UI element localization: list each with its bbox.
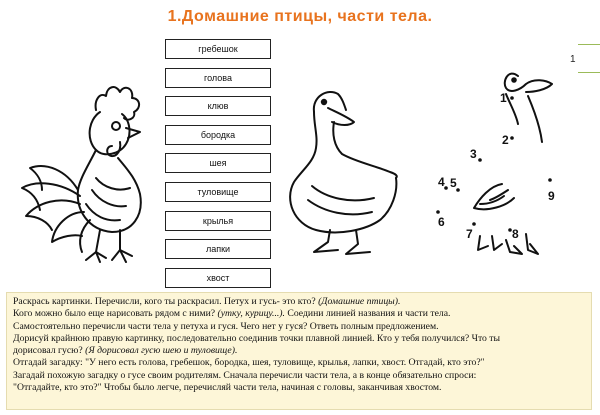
dot-label-2: 2 [502,133,509,147]
label-body[interactable]: туловище [165,182,271,202]
instruction-line-2: Кого можно было еще нарисовать рядом с ними? (утку, курицу...). Соедини линией названия и части тела. [13,308,451,320]
dot-to-dot-goose [430,54,575,274]
page-number: 1 [570,54,576,65]
instruction-line-4: Дорисуй крайнюю правую картинку, последовательно соединив точки плавной линией. Кто у тебя получился? Что ты [13,332,501,344]
dot-label-3: 3 [470,147,477,161]
dot-label-5: 5 [450,176,457,190]
page-number-rule-bottom [578,72,600,73]
label-tail[interactable]: хвост [165,268,271,288]
label-head[interactable]: голова [165,68,271,88]
instruction-line-7: Загадай похожую загадку о гусе своим родителям. Сначала перечисли части тела, а в конце обязательно спроси: [13,369,477,381]
label-beak[interactable]: клюв [165,96,271,116]
instruction-line-1: Раскрась картинки. Перечисли, кого ты раскрасил. Петух и гусь- это кто? (Домашние птицы). [13,296,401,307]
dot-label-4: 4 [438,175,445,189]
instruction-line-3: Самостоятельно перечисли части тела у петуха и гуся. Чего нет у гуся? Ответь полным предложением. [13,320,439,332]
instruction-line-6: Отгадай загадку: "У него есть голова, гребешок, бородка, шея, туловище, крылья, лапки, хвост. Отгадай, кто это?" [13,357,485,369]
dot-label-8: 8 [512,227,519,241]
label-wattle[interactable]: бородка [165,125,271,145]
page-title: 1.Домашние птицы, части тела. [167,8,433,25]
dot-label-6: 6 [438,215,445,229]
instruction-line-8: "Отгадайте, кто это?" Чтобы было легче, перечисляй части тела, начиная с головы, заканчивая хвостом. [13,382,442,394]
dot-label-7: 7 [466,227,473,241]
label-wings[interactable]: крылья [165,211,271,231]
label-comb[interactable]: гребешок [165,39,271,59]
body-part-labels [165,39,271,296]
label-legs[interactable]: лапки [165,239,271,259]
instructions-panel [6,292,592,410]
rooster-illustration [8,70,153,270]
instruction-line-5: дорисовал гусю? (Я дорисовал гусю шею и туловище). [13,345,238,357]
page-number-rule-top [578,44,600,45]
dot-label-1: 1 [500,91,507,105]
goose-illustration [272,82,407,262]
dot-label-9: 9 [548,189,555,203]
label-neck[interactable]: шея [165,153,271,173]
